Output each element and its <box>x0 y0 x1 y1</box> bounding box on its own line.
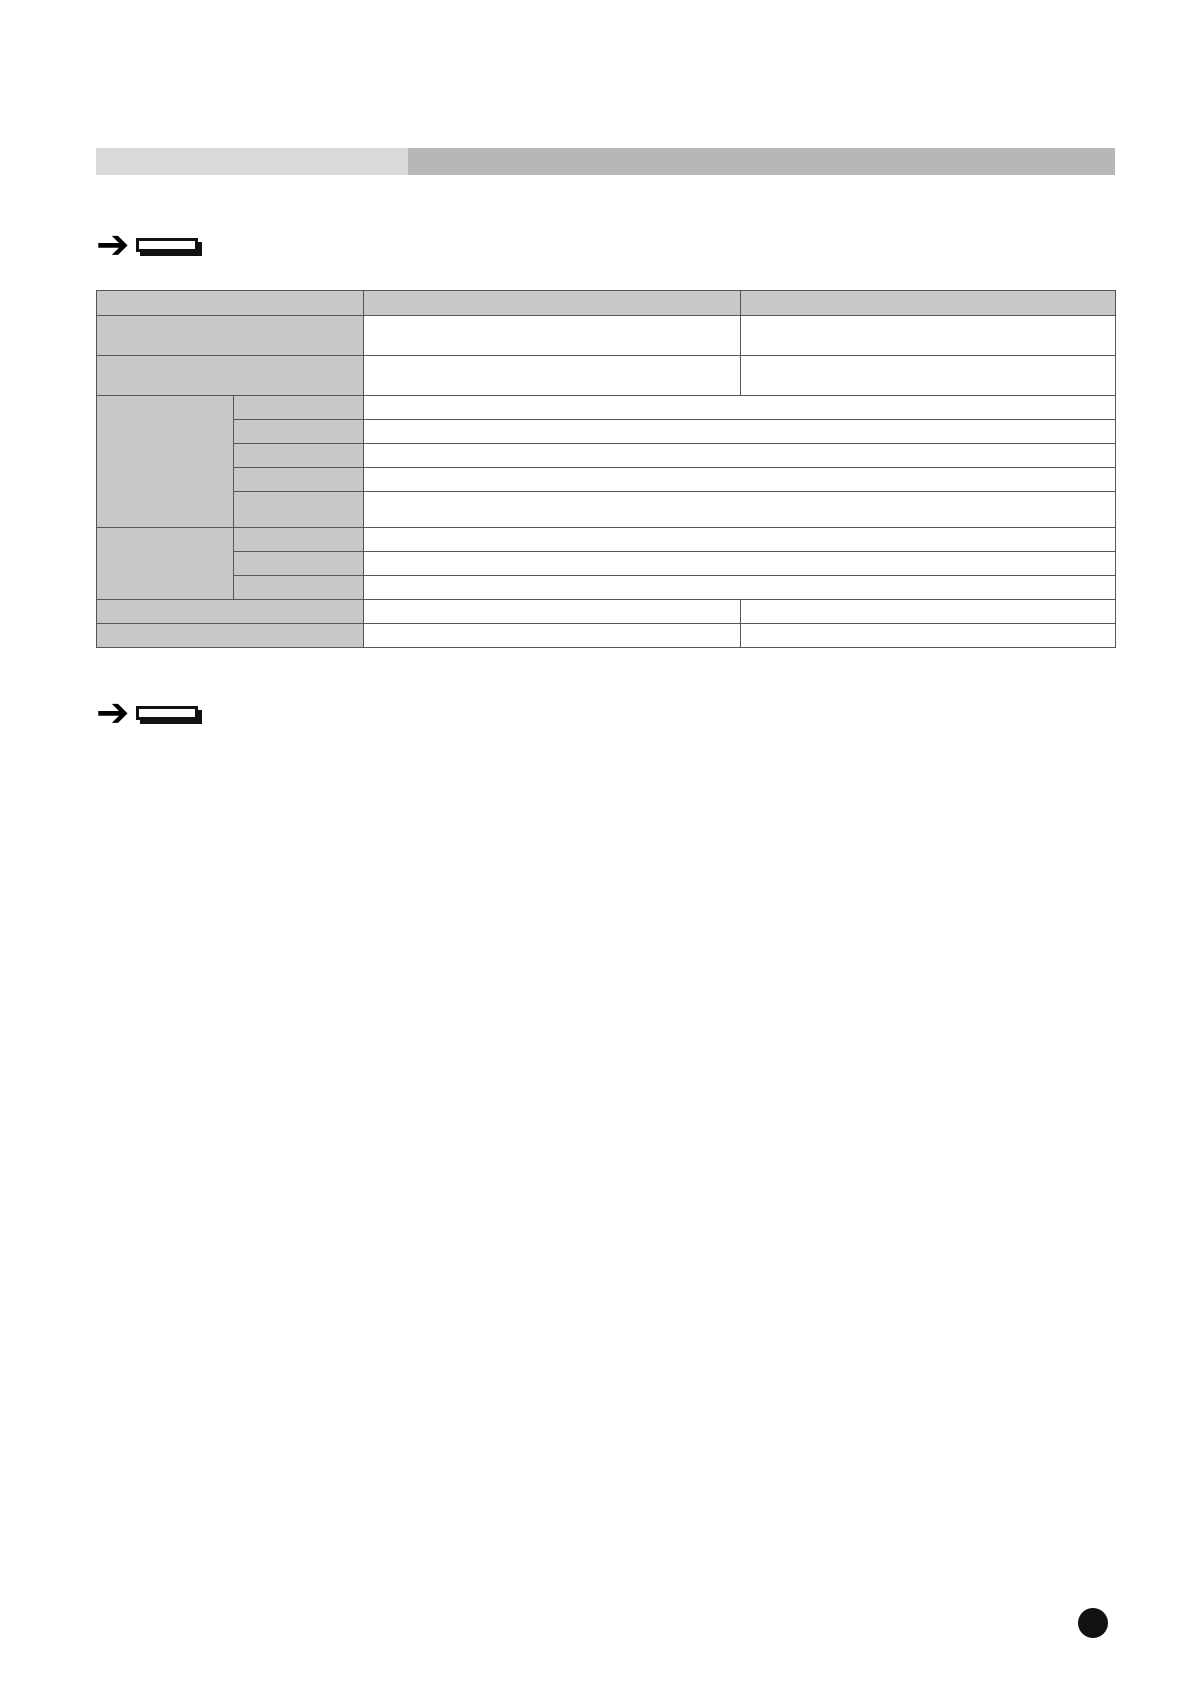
spec-section-heading <box>96 222 198 268</box>
torque-chart-k9 <box>84 1078 604 1338</box>
use-env-row-label <box>233 396 363 420</box>
header-band-dark <box>408 148 1115 175</box>
insulation-resistance-motor <box>363 316 741 356</box>
use-env-row-value <box>363 444 1115 468</box>
col-control-header <box>741 291 1116 316</box>
arrow-right-icon: ➔ <box>96 690 130 736</box>
vibration-label <box>233 492 363 528</box>
limit-env-row-value <box>363 576 1115 600</box>
use-env-label <box>97 396 234 528</box>
chart-section-title <box>136 706 198 720</box>
limit-env-row-label <box>233 552 363 576</box>
insulation-resistance-label <box>97 316 364 356</box>
vibration-value <box>363 492 1115 528</box>
col-motor-header <box>363 291 741 316</box>
dielectric-strength-control <box>741 356 1116 396</box>
limit-env-label <box>97 528 234 600</box>
insulation-class-control <box>741 600 1116 624</box>
torque-chart-k10-400 <box>84 1358 604 1618</box>
limit-env-row-value <box>363 552 1115 576</box>
insulation-class-motor <box>363 600 741 624</box>
protection-motor <box>363 624 741 648</box>
dielectric-strength-label <box>97 356 364 396</box>
torque-chart-k10-200 <box>614 1078 1134 1338</box>
limit-env-row-label <box>233 528 363 552</box>
use-env-row-label <box>233 444 363 468</box>
use-env-row-value <box>363 468 1115 492</box>
use-env-row-label <box>233 468 363 492</box>
protection-control <box>741 624 1116 648</box>
use-env-row-value <box>363 396 1115 420</box>
limit-env-row-value <box>363 528 1115 552</box>
limit-env-row-label <box>233 576 363 600</box>
use-env-row-label <box>233 420 363 444</box>
torque-chart-k6 <box>84 780 604 1040</box>
protection-label <box>97 624 364 648</box>
use-env-row-value <box>363 420 1115 444</box>
insulation-resistance-control <box>741 316 1116 356</box>
chart-section-heading <box>96 690 198 736</box>
col-item-header <box>97 291 364 316</box>
arrow-right-icon: ➔ <box>96 222 130 268</box>
insulation-class-label <box>97 600 364 624</box>
header-band-light <box>96 148 408 175</box>
dielectric-strength-motor <box>363 356 741 396</box>
torque-chart-k8 <box>614 780 1134 1040</box>
page-number-badge <box>1078 1608 1108 1638</box>
spec-section-title <box>136 238 198 252</box>
spec-table <box>96 290 1116 648</box>
